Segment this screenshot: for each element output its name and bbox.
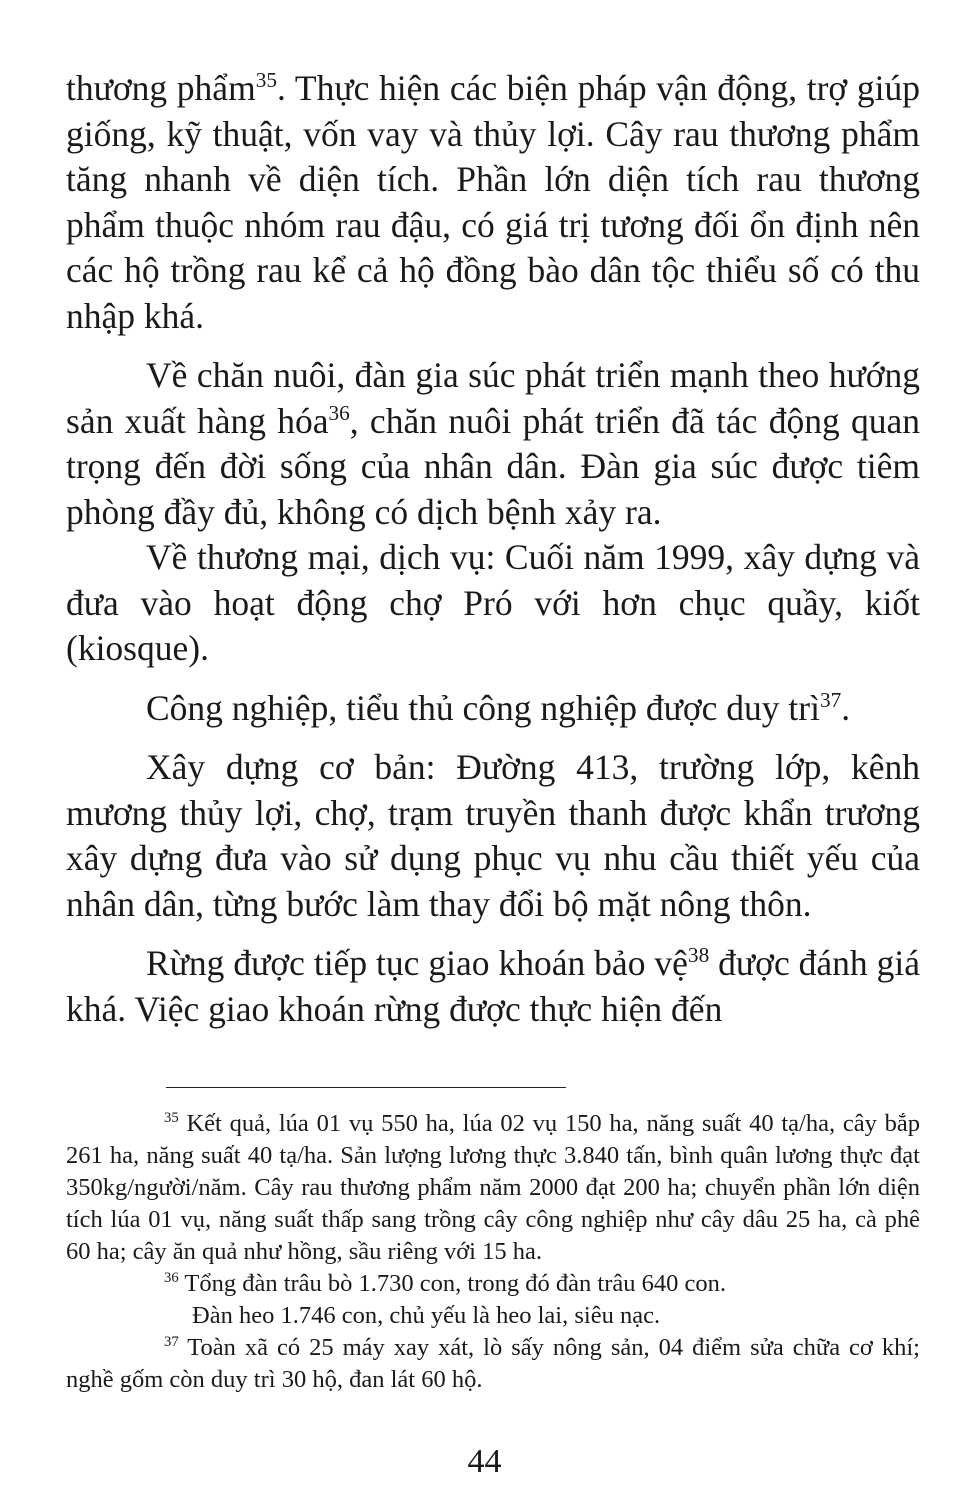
paragraph-1 xyxy=(66,66,920,339)
footnote-ref-35[interactable]: 35 xyxy=(255,68,277,93)
footnote-number: 36 xyxy=(164,1269,179,1286)
paragraph-text: thương phẩm xyxy=(66,68,256,108)
paragraph-4 xyxy=(66,686,920,732)
paragraph-text: Rừng được tiếp tục giao khoán bảo vệ xyxy=(146,943,688,983)
paragraph-3 xyxy=(66,535,920,672)
footnote-ref-36[interactable]: 36 xyxy=(328,400,350,425)
footnote-36 xyxy=(66,1268,920,1300)
page-number: 44 xyxy=(467,1443,502,1480)
paragraph-text: , chăn nuôi phát triển đã tác động quan trọng đến đời sống của nhân dân. Đàn gia súc được tiêm phòng đầy đủ, không có dịch bệnh xảy ra. xyxy=(66,400,920,532)
footnote-text: Tổng đàn trâu bò 1.730 con, trong đó đàn trâu 640 con. xyxy=(178,1270,726,1297)
paragraph-text: Công nghiệp, tiểu thủ công nghiệp được duy trì xyxy=(146,687,820,728)
paragraph-text: Về thương mại, dịch vụ: Cuối năm 1999, xây dựng và đưa vào hoạt động chợ Pró với hơn chục quầy, kiốt (kiosque). xyxy=(66,537,920,668)
paragraph-text: Về chăn nuôi, đàn gia súc phát triển mạnh theo hướng sản xuất hàng hóa xyxy=(66,355,920,441)
paragraph-6 xyxy=(66,941,920,1032)
footnote-ref-37[interactable]: 37 xyxy=(819,687,842,712)
paragraph-text: được đánh giá khá. Việc giao khoán rừng được thực hiện đến xyxy=(66,943,920,1029)
footnote-text: Toàn xã có 25 máy xay xát, lò sấy nông sản, 04 điểm sửa chữa cơ khí; nghề gốm còn duy trì 30 hộ, đan lát 60 hộ. xyxy=(66,1334,920,1393)
paragraph-5 xyxy=(66,745,920,927)
footnote-number: 35 xyxy=(164,1109,179,1126)
paragraph-text: . Thực hiện các biện pháp vận động, trợ giúp giống, kỹ thuật, vốn vay và thủy lợi. Cây rau thương phẩm tăng nhanh về diện tích. Phần lớn diện tích rau thương phẩm thuộc nhóm rau đậu, có giá trị tương đối ổn định nên các hộ trồng rau kể cả hộ đồng bào dân tộc thiểu số có thu nhập khá. xyxy=(66,68,920,336)
footnote-37 xyxy=(66,1332,920,1396)
footnote-number: 37 xyxy=(164,1333,179,1350)
paragraph-text: . xyxy=(841,687,851,728)
footnote-35 xyxy=(66,1108,920,1268)
footnote-ref-38[interactable]: 38 xyxy=(687,943,710,968)
paragraph-2 xyxy=(66,353,920,535)
page-body xyxy=(66,66,920,1032)
paragraph-text: Xây dựng cơ bản: Đường 413, trường lớp, kênh mương thủy lợi, chợ, trạm truyền thanh được khẩn trương xây dựng đưa vào sử dụng phục vụ nhu cầu thiết yếu của nhân dân, từng bước làm thay đổi bộ mặt nông thôn. xyxy=(66,747,920,924)
footnote-36-continued: Đàn heo 1.746 con, chủ yếu là heo lai, siêu nạc. xyxy=(192,1302,661,1329)
footnote-divider xyxy=(166,1087,566,1088)
footnotes xyxy=(66,1108,920,1396)
footnote-text: Kết quả, lúa 01 vụ 550 ha, lúa 02 vụ 150 ha, năng suất 40 tạ/ha, cây bắp 261 ha, năng suất 40 tạ/ha. Sản lượng lương thực 3.840 tấn, bình quân lương thực đạt 350kg/người/năm. Cây rau thương phẩm năm 2000 đạt 200 ha; chuyển phần lớn diện tích lúa 01 vụ, năng suất thấp sang trồng cây công nghiệp như cây dâu 25 ha, cà phê 60 ha; cây ăn quả như hồng, sầu riêng với 15 ha. xyxy=(66,1110,920,1265)
